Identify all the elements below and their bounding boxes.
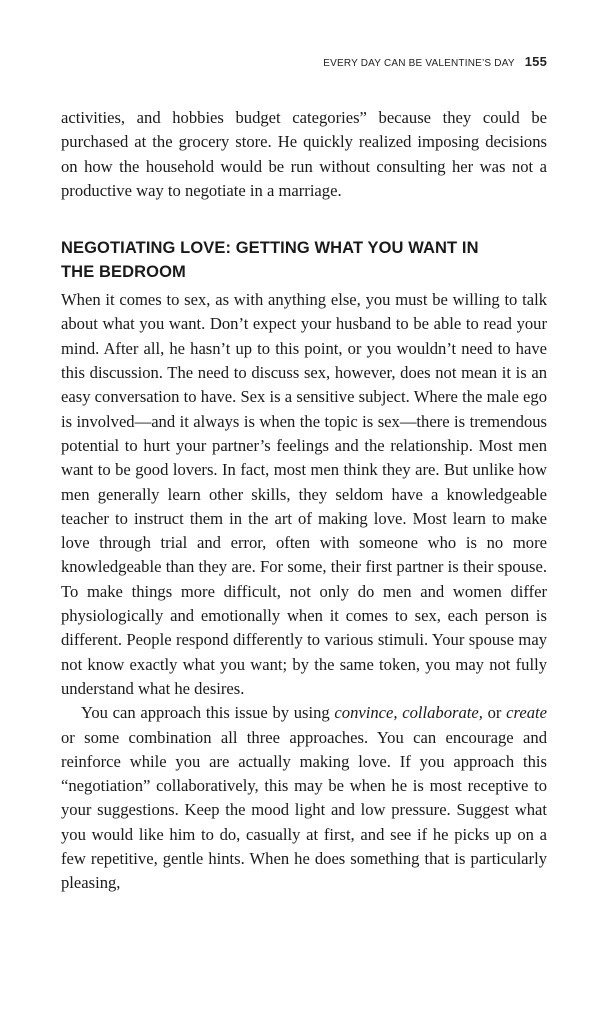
paragraph-continued: activities, and hobbies budget categories” because they could be purchased at the grocery store. He quickly realized imposing decisions on how the household would be run without consulting her was not a productive way to negotiate in a marriage. (61, 108, 547, 200)
section-heading-line-2: THE BEDROOM (61, 263, 186, 282)
approach-text-2: or (482, 703, 507, 723)
approach-text-3: or some combination all three approaches. You can encourage and reinforce while you are actually making love. If you approach this “negotiation” collaboratively, this may be when he is most receptive to your suggestions. Keep the mood light and low pressure. Suggest what you would like him to do, casually at first, and see if he picks up on a few repetitive, gentle hints. When he does something that is particularly pleasing, (61, 727, 547, 893)
approach-italic-create: create (506, 703, 547, 723)
page-body (61, 106, 547, 896)
running-header (323, 54, 547, 69)
approach-italic-convince-collaborate: convince, collaborate, (334, 703, 483, 723)
running-title: EVERY DAY CAN BE VALENTINE’S DAY (323, 58, 515, 69)
paragraph-sex-discussion: When it comes to sex, as with anything else, you must be willing to talk about what you want. Don’t expect your husband to be able to read your mind. After all, he hasn’t up to this point, or you wouldn’t need to have this discussion. The need to discuss sex, however, does not mean it is an easy conversation to have. Sex is a sensitive subject. Where the male ego is involved—and it always is when the topic is sex—there is tremendous potential to hurt your partner’s feelings and the relationship. Most men want to be good lovers. In fact, most men think they are. But unlike how men generally learn other skills, they seldom have a knowledgeable teacher to instruct them in the art of making love. Most learn to make love through trial and error, often with someone who is no more knowledgeable than they are. For some, their first partner is their spouse. To make things more difficult, not only do men and women differ physiologically and emotionally when it comes to sex, each person is different. People respond differently to various stimuli. Your spouse may not know exactly what you want; by the same token, you may not fully understand what he desires. (61, 290, 547, 698)
paragraph-approach (61, 701, 547, 895)
section-heading-line-1: NEGOTIATING LOVE: GETTING WHAT YOU WANT IN (61, 239, 479, 258)
section-heading (61, 236, 547, 284)
page-number: 155 (524, 54, 547, 69)
approach-text-1: You can approach this issue by using (81, 703, 335, 723)
